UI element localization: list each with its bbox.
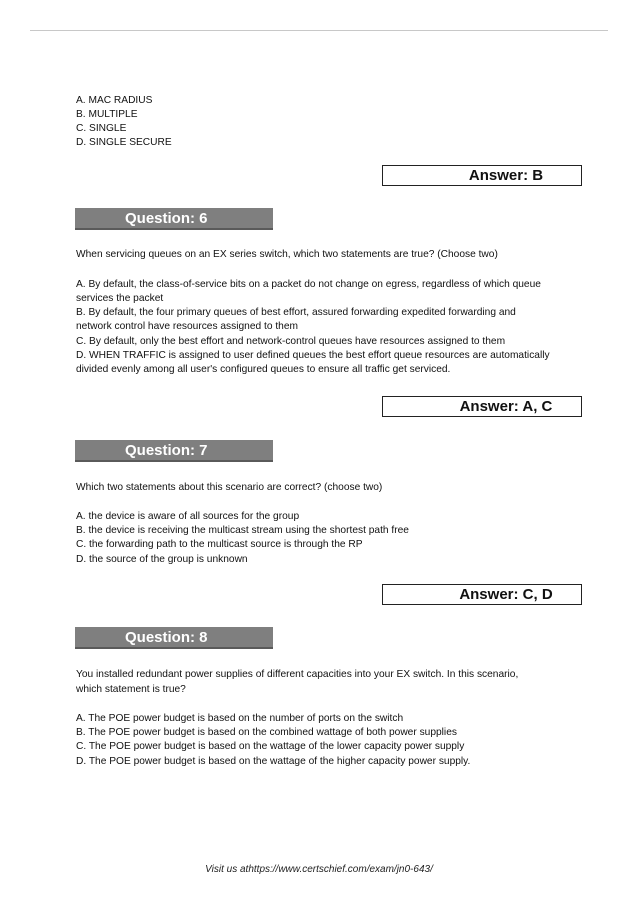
question-7-header: Question: 7 xyxy=(75,440,273,462)
q7-option-line: B. the device is receiving the multicast stream using the shortest path free xyxy=(76,525,409,536)
q8-option-line: D. The POE power budget is based on the wattage of the higher capacity power supply. xyxy=(76,756,471,767)
footer-link-text: Visit us athttps://www.certschief.com/exam/jn0-643/ xyxy=(205,864,433,875)
q8-option-line: C. The POE power budget is based on the wattage of the lower capacity power supply xyxy=(76,741,465,752)
answer-q7: Answer: C, D xyxy=(459,586,553,603)
answer-box-q5 xyxy=(382,165,582,186)
top-divider xyxy=(30,30,608,31)
prev-option-b: B. MULTIPLE xyxy=(76,109,138,120)
q6-option-line: D. WHEN TRAFFIC is assigned to user defined queues the best effort queue resources are automatically xyxy=(76,350,550,361)
answer-box-q6 xyxy=(382,396,582,417)
q6-option-line: network control have resources assigned to them xyxy=(76,321,298,332)
q7-option-line: C. the forwarding path to the multicast source is through the RP xyxy=(76,539,363,550)
q6-option-line: A. By default, the class-of-service bits on a packet do not change on egress, regardless of which queue xyxy=(76,279,541,290)
prev-option-a: A. MAC RADIUS xyxy=(76,95,153,106)
answer-q6: Answer: A, C xyxy=(459,398,553,415)
q6-option-line: C. By default, only the best effort and network-control queues have resources assigned to them xyxy=(76,336,506,347)
q8-option-line: A. The POE power budget is based on the number of ports on the switch xyxy=(76,713,404,724)
q6-option-line: B. By default, the four primary queues of best effort, assured forwarding expedited forwarding and xyxy=(76,307,516,318)
q6-option-line: divided evenly among all user's configured queues to ensure all traffic get serviced. xyxy=(76,364,451,375)
q7-option-line: A. the device is aware of all sources for the group xyxy=(76,511,300,522)
question-8-text: which statement is true? xyxy=(76,684,186,695)
q6-option-line: services the packet xyxy=(76,293,164,304)
question-8-text: You installed redundant power supplies of different capacities into your EX switch. In this scenario, xyxy=(76,669,519,680)
question-8-header: Question: 8 xyxy=(75,627,273,649)
prev-option-d: D. SINGLE SECURE xyxy=(76,137,172,148)
q7-option-line: D. the source of the group is unknown xyxy=(76,554,248,565)
answer-box-q7 xyxy=(382,584,582,605)
question-6-text: When servicing queues on an EX series switch, which two statements are true? (Choose two) xyxy=(76,249,498,260)
answer-q5: Answer: B xyxy=(468,167,544,184)
question-6-header: Question: 6 xyxy=(75,208,273,230)
q8-option-line: B. The POE power budget is based on the combined wattage of both power supplies xyxy=(76,727,457,738)
prev-option-c: C. SINGLE xyxy=(76,123,127,134)
question-7-text: Which two statements about this scenario are correct? (choose two) xyxy=(76,482,383,493)
